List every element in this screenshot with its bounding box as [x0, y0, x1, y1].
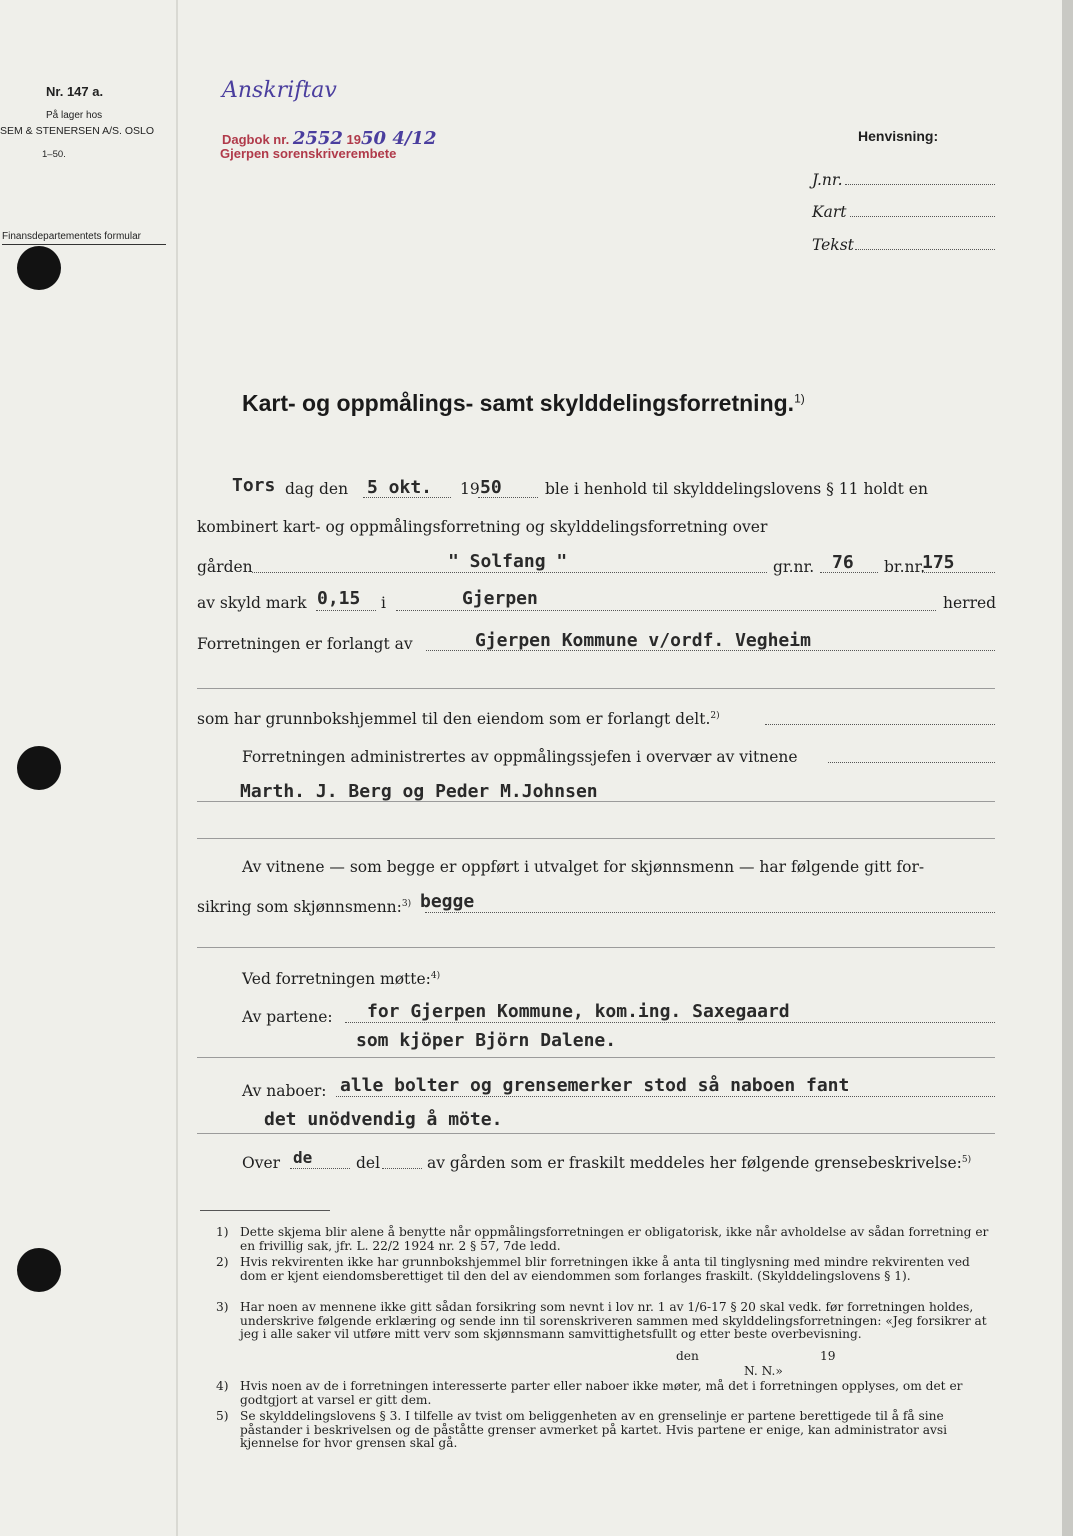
sikring-value: begge — [420, 891, 475, 912]
dagbok-stamp: Dagbok nr. 2552 1950 4/12 — [222, 128, 437, 149]
binder-hole — [17, 246, 61, 290]
footnote-rule — [200, 1210, 330, 1211]
line1-text: ble i henhold til skylddelingslovens § 11 holdt en — [545, 480, 928, 498]
naboer-field — [336, 1096, 995, 1097]
over-label: Over — [242, 1154, 281, 1172]
requested-label: Forretningen er forlangt av — [197, 635, 413, 653]
dag-den-label: dag den — [285, 480, 349, 498]
sikring-field — [425, 912, 995, 913]
fraskilt-text: av gården som er fraskilt meddeles her følgende grensebeskrivelse:$^{5)}$ — [427, 1154, 972, 1172]
henvisning-label: Henvisning: — [858, 128, 939, 144]
skyld-field — [316, 610, 376, 611]
footnote-1: 1) Dette skjema blir alene å benytte når oppmålingsforretningen er obligatorisk, ikke når avholdelse av sådan forretning er en frivillig sak, jfr. L. 22/2 1924 nr. 2 § 57, 7de ledd. — [216, 1225, 989, 1253]
footnote-4: 4) Hvis noen av de i forretningen interesserte parter eller naboer ikke møter, må det i forretningen opplyses, om det er godtgjort at varsel er gitt dem. — [216, 1379, 963, 1407]
skyld-label: av skyld mark — [197, 594, 307, 612]
requested-value: Gjerpen Kommune v/ordf. Vegheim — [475, 630, 811, 651]
partene-field — [345, 1022, 995, 1023]
brnr-label: br.nr. — [884, 558, 926, 576]
tekst-field — [855, 249, 995, 250]
skyld-value: 0,15 — [317, 588, 361, 609]
herred-label: herred — [943, 594, 997, 612]
date-value: 5 okt. — [367, 477, 433, 498]
handwritten-note: Anskriftav — [222, 78, 337, 103]
blank-line — [197, 947, 995, 948]
witness-intro: Forretningen administrertes av oppmålingssjefen i overvær av vitnene — [242, 748, 798, 766]
herred-field — [396, 610, 936, 611]
brnr-value: 175 — [922, 552, 955, 573]
tekst-label: Tekst — [812, 236, 854, 254]
footnote-3-century: 19 — [820, 1349, 836, 1363]
weekday-value: Tors — [232, 475, 276, 496]
grunnbok-field — [765, 724, 995, 725]
blank-line — [197, 688, 995, 689]
naboer-label: Av naboer: — [242, 1082, 327, 1100]
kart-label: Kart — [812, 203, 847, 221]
sikring-text: sikring som skjønnsmenn:$^{3)}$ — [197, 898, 412, 916]
i-label: i — [381, 594, 386, 612]
blank-line — [197, 1133, 995, 1134]
grunnbok-text: som har grunnbokshjemmel til den eiendom som er forlangt delt.$^{2)}$ — [197, 710, 720, 728]
footnote-5: 5) Se skylddelingslovens § 3. I tilfelle av tvist om beliggenheten av en grenselinje er partene berettigede til å få sine påstander i beskrivelsen og de påståtte grenser avmerket på kartet. Hvis partene er enige, kan administrator avsi kjennelse for hvor grensen skal gå. — [216, 1409, 948, 1450]
jnr-label: J.nr. — [812, 171, 843, 189]
line2-text: kombinert kart- og oppmålingsforretning og skylddelingsforretning over — [197, 518, 768, 536]
edition: 1–50. — [42, 149, 66, 160]
partene-label: Av partene: — [242, 1008, 333, 1026]
margin-rule — [176, 0, 178, 1536]
ministry-form: Finansdepartementets formular — [2, 231, 141, 242]
naboer-value-1: alle bolter og grensemerker stod så naboen fant — [340, 1075, 850, 1096]
grnr-value: 76 — [832, 552, 854, 573]
partene-value-1: for Gjerpen Kommune, kom.ing. Saxegaard — [367, 1001, 790, 1022]
grnr-label: gr.nr. — [773, 558, 815, 576]
over-value: de — [293, 1148, 313, 1167]
del-field — [382, 1168, 422, 1169]
herred-value: Gjerpen — [462, 588, 538, 609]
binder-hole — [17, 1248, 61, 1292]
naboer-value-2: det unödvendig å möte. — [264, 1109, 503, 1130]
century-label: 19 — [460, 480, 480, 498]
witness-value: Marth. J. Berg og Peder M.Johnsen — [240, 781, 598, 802]
jnr-field — [845, 184, 995, 185]
kart-field — [850, 216, 995, 217]
over-field — [290, 1168, 350, 1169]
binder-hole — [17, 746, 61, 790]
partene-value-2: som kjöper Björn Dalene. — [356, 1030, 617, 1051]
vitnene-text: Av vitnene — som begge er oppført i utvalget for skjønnsmenn — har følgende gitt for- — [242, 858, 925, 876]
farm-field — [252, 572, 767, 573]
garden-label: gården — [197, 558, 253, 576]
blank-line — [197, 1057, 995, 1058]
publisher: SEM & STENERSEN A/S. OSLO — [0, 125, 155, 137]
form-number: Nr. 147 a. — [46, 84, 104, 99]
document-title: Kart- og oppmålings- samt skylddelingsforretning.$^{1)}$ — [242, 390, 805, 416]
farm-name-value: " Solfang " — [448, 551, 568, 572]
office-stamp: Gjerpen sorenskriverembete — [220, 146, 397, 161]
witness-field — [828, 762, 995, 763]
mote-text: Ved forretningen møtte:$^{4)}$ — [242, 970, 441, 988]
ministry-underline — [2, 244, 166, 245]
blank-line — [197, 838, 995, 839]
footnote-3-signature: N. N.» — [744, 1364, 783, 1378]
footnote-2: 2) Hvis rekvirenten ikke har grunnbokshjemmel blir forretningen ikke å anta til tinglysning med mindre rekvirenten ved dom er kjent eiendomsberettiget til den del av eiendommen som forlanges fraskilt. (Skylddelingslovens § 1). — [216, 1255, 970, 1283]
footnote-3: 3) Har noen av mennene ikke gitt sådan forsikring som nevnt i lov nr. 1 av 1/6-17 § 20 skal vedk. før forretningen holdes, underskrive følgende erklæring og sende inn til sorenskriveren sammen med skylddelingsforretningen: «Jeg forsikrer at jeg i alle saker vil utføre mitt verv som skjønnsmann samvittighetsfullt og etter beste overbevisning. — [216, 1300, 987, 1341]
year-value: 50 — [480, 477, 502, 498]
footnote-3-den: den — [676, 1349, 699, 1363]
del-label: del — [356, 1154, 381, 1172]
stock-note: På lager hos — [46, 110, 103, 121]
